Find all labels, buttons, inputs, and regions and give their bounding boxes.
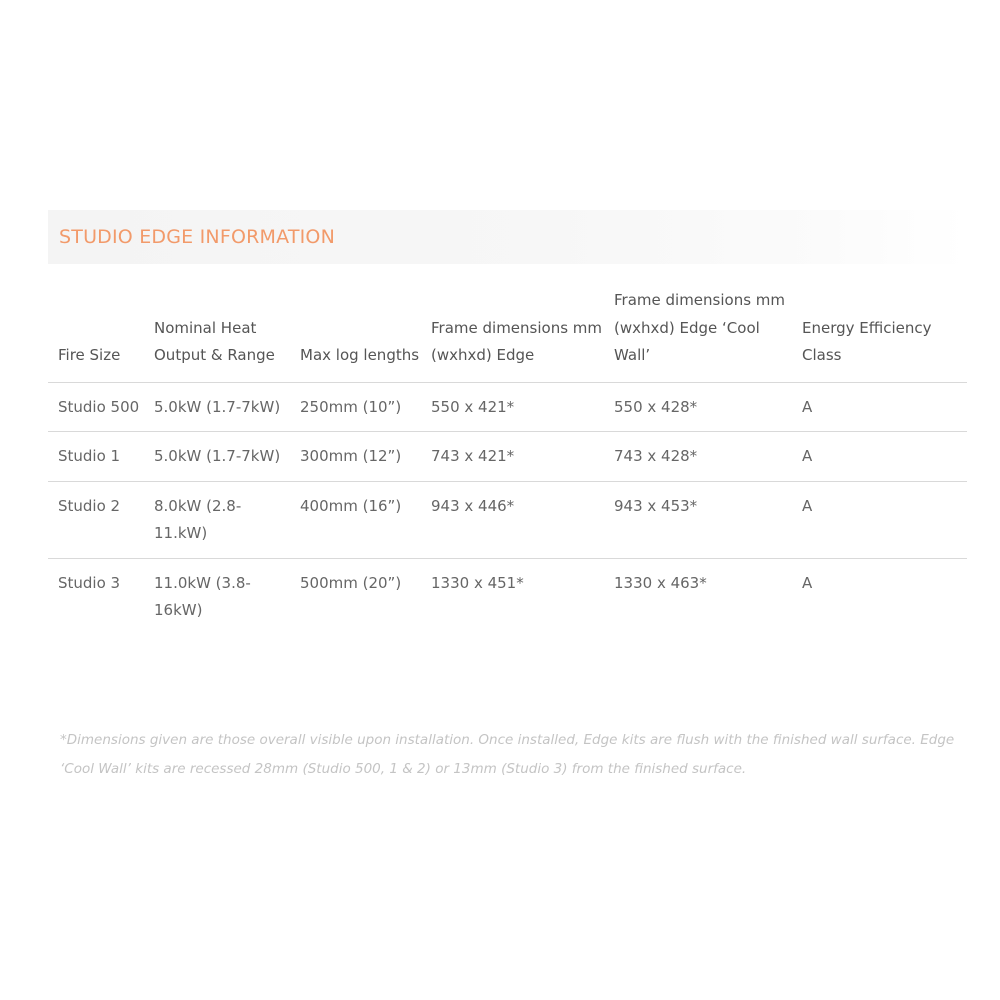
cell-fire-size: Studio 2: [58, 496, 121, 515]
studio-edge-section: [48, 210, 967, 635]
cell-log-length: 250mm (10”): [300, 397, 402, 416]
header-frame-cool-wall: Frame dimensions mm (wxhxd) Edge ‘Cool Wall’: [614, 291, 786, 364]
cell-heat-output: 5.0kW (1.7-7kW): [154, 447, 281, 465]
cell-frame-edge: 550 x 421*: [431, 397, 515, 416]
header-energy-class: Energy Efficiency Class: [802, 318, 932, 364]
cell-fire-size: Studio 3: [58, 573, 121, 592]
cell-energy-class: A: [802, 573, 813, 592]
cell-fire-size: Studio 500: [58, 397, 140, 416]
section-title: STUDIO EDGE INFORMATION: [59, 226, 335, 248]
cell-frame-cool-wall: 1330 x 463*: [614, 573, 707, 592]
cell-heat-output: 5.0kW (1.7-7kW): [154, 397, 281, 416]
section-header-banner: [48, 210, 967, 264]
table-row: [48, 432, 967, 482]
header-log-lengths: Max log lengths: [300, 346, 420, 364]
specs-table: [48, 287, 967, 635]
cell-energy-class: A: [802, 496, 813, 515]
table-row: [48, 481, 967, 558]
cell-frame-edge: 1330 x 451*: [431, 573, 524, 592]
cell-frame-edge: 743 x 421*: [431, 447, 515, 465]
dimensions-footnote: *Dimensions given are those overall visible upon installation. Once installed, Edge kits are flush with the finished wall surface. Edge ‘Cool Wall’ kits are recessed 28mm (Studio 500, 1 & 2) or 13mm (Studio 3) from the finished surface.: [60, 732, 955, 777]
cell-frame-cool-wall: 743 x 428*: [614, 447, 698, 465]
table-row: [48, 558, 967, 635]
table-row: [48, 382, 967, 432]
header-heat-output: Nominal Heat Output & Range: [154, 318, 275, 364]
cell-frame-cool-wall: 550 x 428*: [614, 397, 698, 416]
cell-frame-cool-wall: 943 x 453*: [614, 496, 698, 515]
header-frame-edge: Frame dimensions mm (wxhxd) Edge: [431, 318, 603, 364]
cell-fire-size: Studio 1: [58, 447, 121, 465]
cell-log-length: 400mm (16”): [300, 496, 402, 515]
cell-heat-output: 11.0kW (3.8-16kW): [154, 573, 251, 619]
cell-heat-output: 8.0kW (2.8-11.kW): [154, 496, 242, 542]
header-fire-size: Fire Size: [58, 346, 121, 364]
cell-energy-class: A: [802, 397, 813, 416]
table-header-row: [48, 287, 967, 382]
cell-energy-class: A: [802, 447, 813, 465]
cell-log-length: 300mm (12”): [300, 447, 402, 465]
cell-frame-edge: 943 x 446*: [431, 496, 515, 515]
cell-log-length: 500mm (20”): [300, 573, 402, 592]
